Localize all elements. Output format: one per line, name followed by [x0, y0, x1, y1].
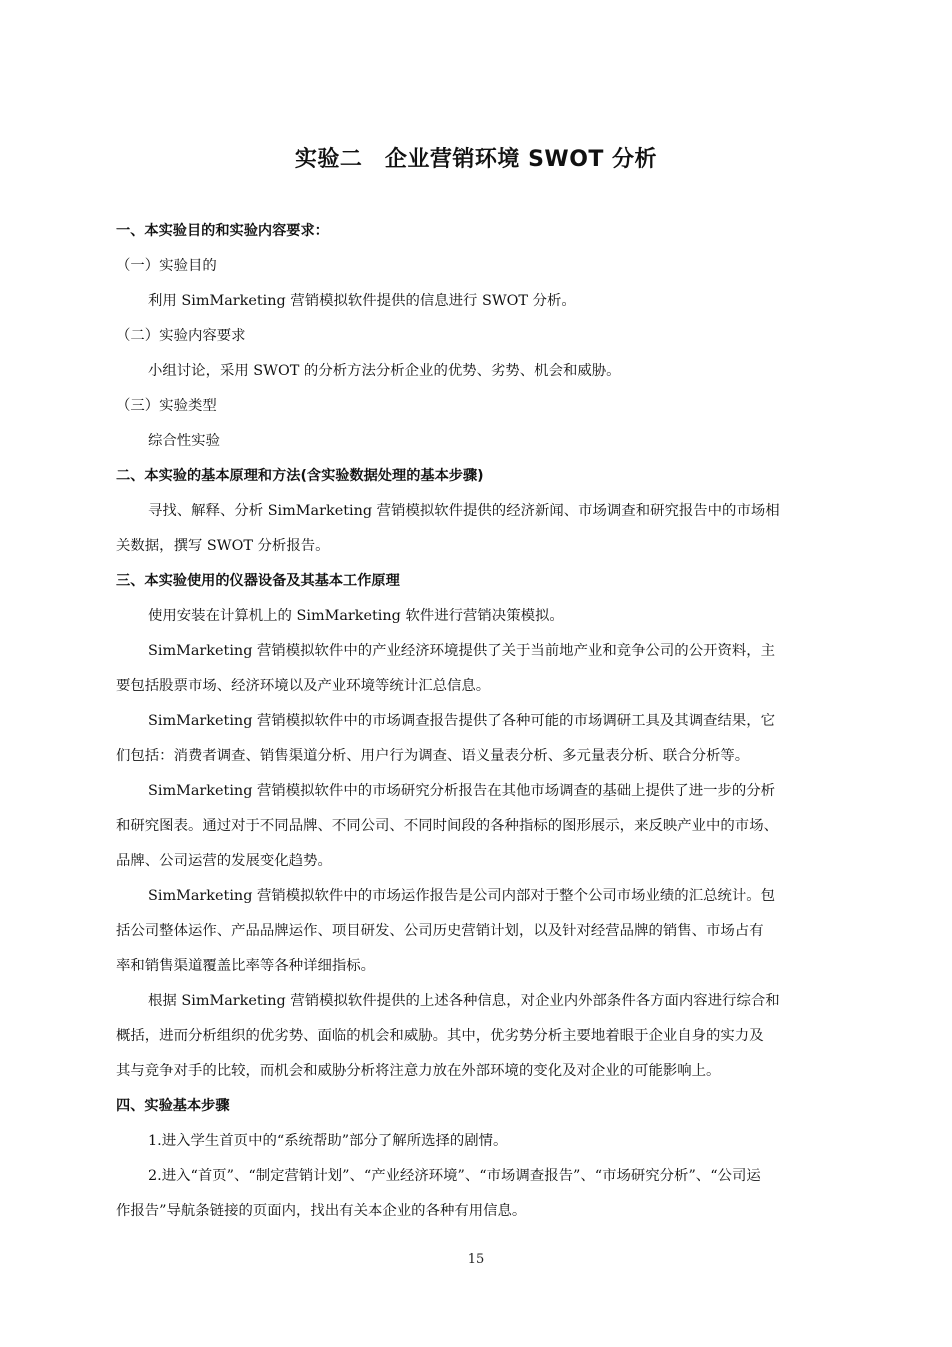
section-3-para5-line1: SimMarketing 营销模拟软件中的市场运作报告是公司内部对于整个公司市场业绩的汇总统计。包: [148, 888, 776, 904]
section-4-step2-line2: 作报告”导航条链接的页面内，找出有关本企业的各种有用信息。: [116, 1203, 527, 1219]
document-body: [116, 214, 866, 1229]
section-3-para6-line3: 其与竞争对手的比较，而机会和威胁分析将注意力放在外部环境的变化及对企业的可能影响上。: [116, 1063, 721, 1079]
section-3-para6-line1: 根据 SimMarketing 营销模拟软件提供的上述各种信息，对企业内外部条件各方面内容进行综合和: [148, 993, 780, 1009]
section-3-para5-line2: 括公司整体运作、产品品牌运作、项目研发、公司历史营销计划，以及针对经营品牌的销售、市场占有: [116, 923, 764, 939]
section-3-para4-line3: 品牌、公司运营的发展变化趋势。: [116, 853, 332, 869]
section-3-para6-line2: 概括，进而分析组织的优劣势、面临的机会和威胁。其中，优劣势分析主要地着眼于企业自身的实力及: [116, 1028, 764, 1044]
section-1-sub1-text: 利用 SimMarketing 营销模拟软件提供的信息进行 SWOT 分析。: [148, 293, 576, 309]
section-1-sub2-text: 小组讨论，采用 SWOT 的分析方法分析企业的优势、劣势、机会和威胁。: [148, 363, 621, 379]
section-3-para3-line2: 们包括：消费者调查、销售渠道分析、用户行为调查、语义量表分析、多元量表分析、联合分析等。: [116, 748, 750, 764]
section-3-para4-line2: 和研究图表。通过对于不同品牌、不同公司、不同时间段的各种指标的图形展示，来反映产业中的市场、: [116, 818, 778, 834]
section-4-heading: 四、实验基本步骤: [116, 1098, 230, 1114]
section-3-heading: 三、本实验使用的仪器设备及其基本工作原理: [116, 573, 400, 589]
page-number: 15: [467, 1252, 485, 1267]
section-1-sub3-label: （三）实验类型: [116, 398, 217, 414]
section-3-para4-line1: SimMarketing 营销模拟软件中的市场研究分析报告在其他市场调查的基础上提供了进一步的分析: [148, 783, 776, 799]
section-1-sub2-label: （二）实验内容要求: [116, 328, 246, 344]
section-2-heading: 二、本实验的基本原理和方法(含实验数据处理的基本步骤): [116, 468, 484, 484]
section-3-para2-line2: 要包括股票市场、经济环境以及产业环境等统计汇总信息。: [116, 678, 491, 694]
section-2-para1-line1: 寻找、解释、分析 SimMarketing 营销模拟软件提供的经济新闻、市场调查和研究报告中的市场相: [148, 503, 780, 519]
document-title: 实验二 企业营销环境 SWOT 分析: [294, 147, 658, 172]
section-1-heading: 一、本实验目的和实验内容要求：: [116, 223, 329, 239]
section-3-para1: 使用安装在计算机上的 SimMarketing 软件进行营销决策模拟。: [148, 608, 564, 624]
section-3-para2-line1: SimMarketing 营销模拟软件中的产业经济环境提供了关于当前地产业和竞争公司的公开资料，主: [148, 643, 776, 659]
section-3-para5-line3: 率和销售渠道覆盖比率等各种详细指标。: [116, 958, 376, 974]
section-3-para3-line1: SimMarketing 营销模拟软件中的市场调查报告提供了各种可能的市场调研工具及其调查结果，它: [148, 713, 776, 729]
section-1-sub3-text: 综合性实验: [148, 433, 220, 449]
section-2-para1-line2: 关数据，撰写 SWOT 分析报告。: [116, 538, 330, 554]
section-4-step1: 1.进入学生首页中的“系统帮助”部分了解所选择的剧情。: [148, 1133, 508, 1149]
section-1-sub1-label: （一）实验目的: [116, 258, 217, 274]
section-4-step2-line1: 2.进入“首页”、“制定营销计划”、“产业经济环境”、“市场调查报告”、“市场研究分析”、“公司运: [148, 1168, 761, 1184]
